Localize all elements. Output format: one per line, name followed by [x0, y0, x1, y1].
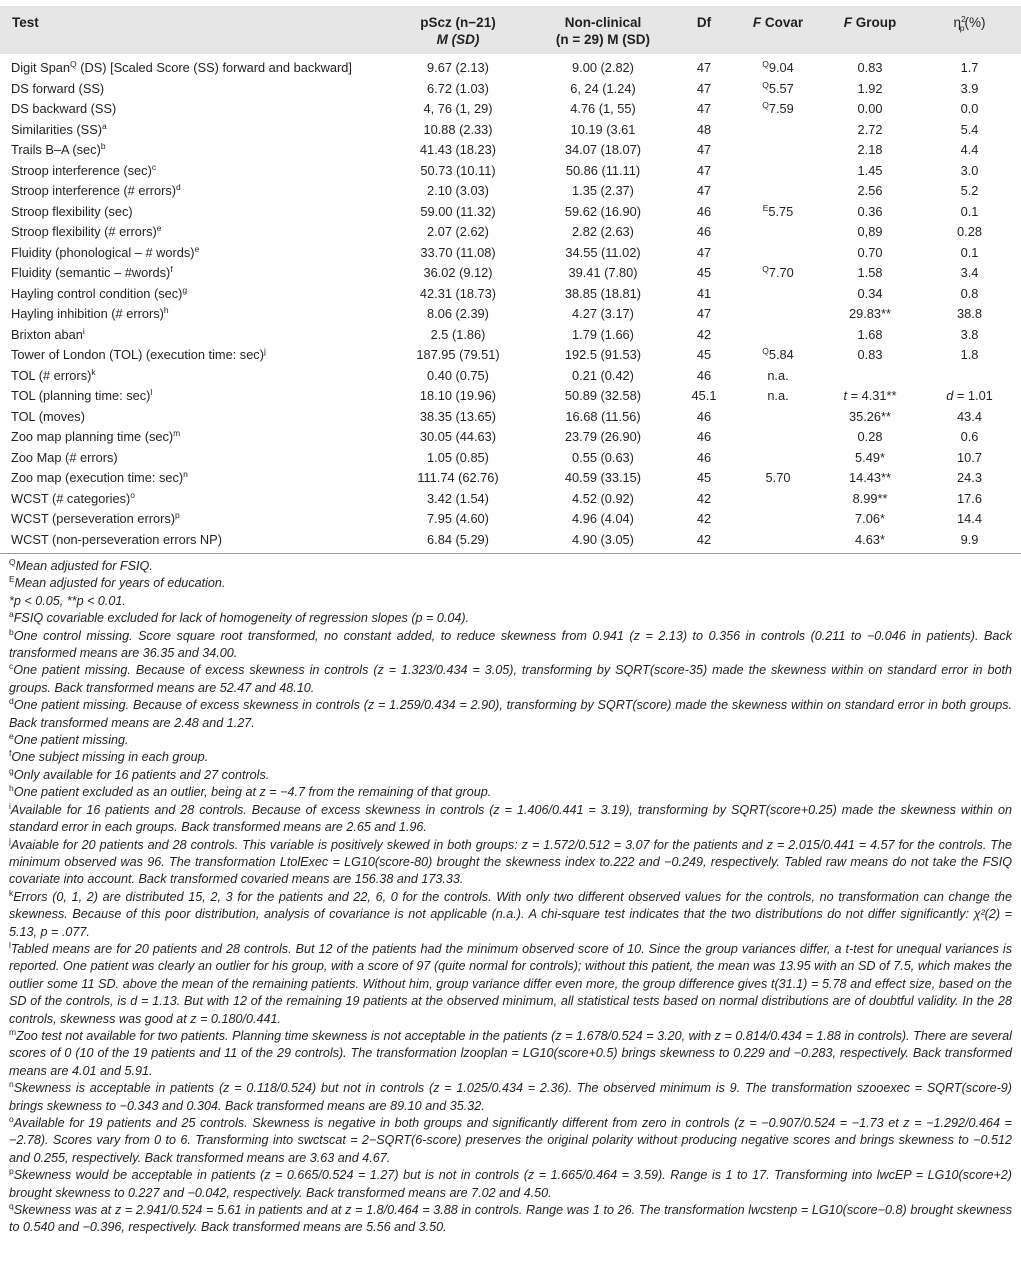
cell-nonclinical: 40.59 (33.15): [564, 470, 642, 485]
cell-f-group: 1.45: [857, 162, 883, 178]
cell-eta: 17.6: [957, 490, 982, 506]
cell-pscz: 2.5 (1.86): [430, 326, 486, 342]
cell-f-group: 1.58: [857, 265, 883, 280]
cell-f-group: 0.34: [857, 285, 883, 301]
footnote-text: One control missing. Score square root transformed, no constant added, to reduce skewness from 0.941 (z = 2.13) to 0.356 in controls (0.211 to −0.046 in patients). Back transformed means are 36.35 and 34.00.: [9, 628, 1012, 661]
cell-f-covar: [734, 243, 822, 264]
cell-pscz: 30.05 (44.63): [419, 429, 497, 444]
cell-pscz: 8.06 (2.39): [427, 306, 489, 321]
cell-eta: 1.7: [960, 60, 979, 75]
cell-eta: 3.4: [960, 265, 979, 280]
cell-eta: 24.3: [957, 470, 982, 485]
cell-f-group: 2.56: [857, 183, 883, 198]
cell-test: Stroop interference (# errors)$^d$: [11, 182, 181, 198]
footnote-text: One subject missing in each group.: [11, 750, 209, 765]
footnote: [9, 593, 1012, 610]
footnote: [9, 558, 1012, 575]
footnote-mark: o: [9, 1114, 14, 1124]
footnote-text: Available for 19 patients and 25 controls. Skewness is negative in both groups and significantly different from zero in controls (z = −0.907/0.524 = −1.73 et z = −1.292/0.464 = −2.78). Scores vary from 0 to 6. Transforming into swctscat = 2−SQRT(6-score) preserves the original polarity without producing negative scores and brings skewness to −0.512 and 0.255, respectively. Back transformed means are 3.63 and 4.67.: [9, 1116, 1012, 1165]
footnote: [9, 941, 1012, 1028]
cell-f-covar: $^E$5.75: [762, 202, 794, 219]
cell-pscz: 2.10 (3.03): [427, 183, 489, 198]
cell-nonclinical: 192.5 (91.53): [564, 347, 642, 362]
cell-f-covar: [734, 120, 822, 141]
footnote: [9, 1202, 1012, 1237]
cell-eta: 3.0: [960, 162, 979, 178]
cell-test: Hayling control condition $(\sec)^g$: [11, 284, 188, 301]
cell-f-group: 0.70: [857, 244, 883, 260]
footnote: [9, 732, 1012, 749]
cell-f-covar: $^Q$7.70: [762, 264, 794, 280]
cell-pscz: 33.70 (11.08): [420, 244, 496, 260]
footnote: [9, 697, 1012, 732]
cell-f-covar: n.a.: [767, 367, 789, 383]
footnote: [9, 575, 1012, 592]
cell-f-covar: [734, 530, 822, 554]
footnote: [9, 1080, 1012, 1115]
footnote-mark: h: [9, 783, 14, 794]
cell-f-group: t = 4.31**: [843, 388, 897, 403]
cell-pscz: 38.35 (13.65): [419, 408, 497, 424]
cell-f-covar: [734, 304, 822, 325]
cell-f-covar: [734, 407, 822, 428]
table-row: [0, 181, 1021, 202]
cell-eta: 3.8: [960, 326, 979, 342]
footnote-mark: m: [9, 1026, 17, 1037]
cell-f-group: 29.83**: [849, 306, 891, 321]
footnote-mark: Q: [9, 557, 16, 567]
table-body: [0, 54, 1021, 554]
table-row: [0, 222, 1021, 243]
cell-f-covar: [734, 448, 822, 469]
header-f-group: F Group: [843, 15, 897, 30]
cell-f-group: 0.36: [857, 203, 883, 219]
cell-nonclinical: 10.19 (3.61: [570, 121, 636, 137]
cell-test: Tower of London (TOL) (execution time: sec)$^j$: [11, 346, 266, 362]
cell-df: 42: [674, 530, 734, 554]
footnote: [9, 802, 1012, 837]
table-row: [0, 530, 1021, 554]
cell-pscz: 0.40 (0.75): [427, 367, 489, 383]
footnote-text: Zoo test not available for two patients. Planning time skewness is not acceptable in the patients (z = 1.678/0.524 = 3.20, with z = 0.814/0.434 = 1.88 in controls). There are several scores of 0 (10 of the 19 patients and 11 of the 29 controls). The transformation lzooplan = LG10(score+0.5) brings skewness to 0.229 and −0.283, respectively. Back transformed means are 4.01 and 5.91.: [9, 1028, 1012, 1078]
footnote: [9, 889, 1012, 941]
header-pscz-line2: M (SD): [436, 32, 480, 47]
cell-eta: 4.4: [960, 142, 979, 157]
cell-pscz: 111.74 (62.76): [417, 470, 499, 485]
table-header-row: [0, 6, 1021, 54]
cell-f-covar: [734, 509, 822, 530]
cell-f-group: 0.83: [857, 60, 883, 75]
cell-test: TOL (moves): [11, 408, 85, 424]
table-row: [0, 468, 1021, 489]
footnote-text: One patient excluded as an outlier, being at z = −4.7 from the remaining of that group.: [13, 785, 492, 800]
cell-df: 47: [696, 244, 712, 260]
cell-f-group: 2.72: [857, 121, 883, 137]
table-row: [0, 509, 1021, 530]
footnote: [9, 1028, 1012, 1080]
cell-pscz: 4, 76 (1, 29): [423, 101, 493, 116]
cell-pscz: 50.73 (10.11): [420, 162, 496, 178]
cell-f-group: 35.26**: [849, 408, 891, 424]
cell-df: 42: [696, 511, 712, 526]
table-row: [0, 79, 1021, 100]
cell-test: Trails B–A $(\sec)^b$: [11, 141, 106, 157]
cell-df: 46: [696, 408, 712, 424]
cell-pscz: 41.43 (18.23): [419, 142, 497, 157]
cell-nonclinical: 1.35 (2.37): [572, 183, 634, 198]
cell-nonclinical: 4.90 (3.05): [532, 530, 674, 554]
cell-eta: 9.9: [918, 530, 1021, 554]
footnote-text: One patient missing. Because of excess skewness in controls (z = 1.323/0.434 = 3.05), transforming by SQRT(score-35) made the skewness within on standard error in both groups. Back transformed means are 52.47 and 48.10.: [9, 663, 1012, 695]
cell-test: WCST (# categories)$^o$: [11, 489, 135, 506]
cell-f-group: 5.49*: [855, 449, 885, 465]
header-eta: $\eta^2_p(\%)$: [953, 14, 986, 33]
footnote-text: *p < 0.05, **p < 0.01.: [9, 593, 126, 608]
cell-pscz: 10.88 (2.33): [423, 121, 493, 137]
footnote-mark: f: [9, 748, 12, 759]
cell-f-group: 7.06*: [855, 511, 885, 526]
footnote-text: Errors (0, 1, 2) are distributed 15, 2, 3 for the patients and 22, 6, 0 for the controls. With only two different observed values for the controls, no transformation can change the skewness. Because of this poor distribution, analysis of covariance is not applicable (n.a.). A chi-square test indicates that the two distributions do not differ significantly: χ²(2) = 5.13, p = .077.: [9, 889, 1012, 939]
footnote: [9, 1115, 1012, 1167]
footnote-text: Skewness would be acceptable in patients (z = 0.665/0.524 = 1.27) but is not in controls (z = 1.665/0.464 = 3.59). Range is 1 to 17. Transforming into lwcEP = LG10(score+2) brought skewness to 0.227 and −0.042, respectively. Back transformed means are 7.02 and 4.50.: [9, 1168, 1012, 1200]
table-row: [0, 386, 1021, 407]
cell-nonclinical: 2.82 (2.63): [572, 224, 634, 239]
cell-eta: 0.28: [957, 224, 982, 239]
cell-nonclinical: 59.62 (16.90): [564, 203, 642, 219]
cell-pscz: 9.67 (2.13): [427, 60, 489, 75]
footnote-text: One patient missing. Because of excess skewness in controls (z = 1.259/0.434 = 2.90), transforming by SQRT(score) made the skewness within on standard error in both groups. Back transformed means are 2.48 and 1.27.: [9, 698, 1012, 730]
cell-test: Stroop flexibility (# errors)$^e$: [11, 223, 162, 239]
footnote: [9, 749, 1012, 766]
footnote-mark: g: [9, 765, 14, 776]
cell-f-covar: [734, 140, 822, 161]
results-table: [0, 6, 1021, 554]
cell-f-covar: [734, 181, 822, 202]
cell-pscz: 187.95 (79.51): [416, 347, 500, 362]
table-footnotes: [0, 554, 1021, 1237]
cell-nonclinical: 0.55 (0.63): [572, 449, 634, 465]
cell-df: 46: [696, 449, 712, 465]
table-row: [0, 202, 1021, 223]
cell-df: 47: [696, 60, 712, 75]
footnote-text: Only available for 16 patients and 27 controls.: [13, 767, 270, 782]
header-nonclinical-line1: Non-clinical: [564, 15, 642, 30]
footnote-mark: c: [9, 661, 14, 672]
cell-df: 46: [696, 203, 712, 219]
cell-df: 41: [696, 285, 712, 301]
table-row: [0, 427, 1021, 448]
cell-eta: 3.9: [960, 80, 979, 96]
cell-nonclinical: 4.27 (3.17): [572, 306, 634, 321]
cell-f-covar: [734, 161, 822, 182]
header-df: Df: [696, 15, 712, 30]
table-row: [0, 489, 1021, 510]
cell-f-covar: 5.70: [765, 470, 791, 485]
footnote: [9, 1167, 1012, 1202]
cell-test: Zoo map planning time $(\sec)^m$: [11, 428, 181, 444]
footnote-text: Avaiable for 20 patients and 28 controls. This variable is positively skewed in both groups: z = 1.572/0.512 = 3.07 for the patients and z = 2.015/0.441 = 4.57 for the controls. The minimum observed was 96. The transformation LtolExec = LG10(score-80) brought the skewness index to.222 and −0.249, respectively. Tabled raw means do not take the FSIQ covariate into account. Back transformed covaried means are 156.38 and 173.33.: [9, 837, 1012, 887]
cell-f-covar: n.a.: [767, 388, 789, 403]
table-row: [0, 140, 1021, 161]
table-row: [0, 325, 1021, 346]
footnote-mark: n: [9, 1079, 14, 1090]
cell-df: 45: [696, 265, 712, 280]
cell-df: 47: [696, 183, 712, 198]
cell-df: 45.1: [691, 388, 717, 403]
footnote-text: Skewness is acceptable in patients (z = 0.118/0.524) but not in controls (z = 1.025/0.434 = 2.36). The observed minimum is 9. The transformation szooexec = SQRT(score-9) brings skewness to −0.343 and 0.304. Back transformed means are 89.10 and 35.32.: [9, 1081, 1012, 1113]
cell-test: Similarities (SS)$^a$: [11, 120, 107, 137]
footnote-mark: d: [9, 696, 14, 707]
cell-pscz: 3.42 (1.54): [427, 490, 489, 506]
cell-f-group: 0.28: [857, 429, 883, 444]
cell-f-covar: [734, 222, 822, 243]
cell-pscz: 18.10 (19.96): [419, 388, 497, 403]
footnote-mark: E: [9, 574, 15, 585]
cell-eta: 14.4: [957, 511, 982, 526]
footnote: [9, 837, 1012, 889]
cell-f-covar: [734, 284, 822, 305]
cell-nonclinical: 4.52 (0.92): [572, 490, 634, 506]
footnote-mark: j: [9, 835, 11, 846]
footnote-mark: q: [9, 1201, 14, 1212]
table-row: [0, 448, 1021, 469]
table-row: [0, 284, 1021, 305]
cell-eta: 5.4: [960, 121, 979, 137]
cell-f-group: 8.99**: [852, 490, 888, 506]
cell-nonclinical: 23.79 (26.90): [564, 429, 642, 444]
footnote: [9, 784, 1012, 801]
cell-f-group: [822, 366, 918, 387]
cell-df: 47: [696, 162, 712, 178]
cell-eta: 10.7: [957, 449, 982, 465]
cell-test: Zoo Map (# errors): [11, 449, 118, 465]
cell-f-covar: $^Q$5.57: [762, 79, 794, 96]
footnote-text: Mean adjusted for FSIQ.: [15, 559, 153, 573]
cell-f-group: 1.92: [857, 80, 883, 96]
cell-eta: 0.6: [960, 429, 979, 444]
cell-test: Stroop flexibility (sec): [11, 203, 133, 219]
cell-f-covar: [734, 489, 822, 510]
cell-df: 46: [696, 367, 712, 383]
cell-f-covar: [734, 427, 822, 448]
cell-df: 42: [696, 490, 712, 506]
cell-eta: 5.2: [960, 183, 979, 198]
table-row: [0, 263, 1021, 284]
cell-f-group: 2.18: [857, 142, 883, 157]
cell-df: 48: [696, 121, 712, 137]
cell-test: Zoo map (execution time: sec)$^n$: [11, 469, 188, 485]
table-row: [0, 243, 1021, 264]
cell-df: 47: [696, 142, 712, 157]
cell-nonclinical: 34.07 (18.07): [564, 142, 642, 157]
cell-df: 45: [696, 347, 712, 362]
cell-f-covar: [734, 325, 822, 346]
cell-eta: 0.1: [960, 203, 979, 219]
cell-test: DS forward (SS): [11, 80, 105, 96]
footnote: [9, 662, 1012, 697]
footnote-mark: e: [9, 731, 14, 742]
cell-df: 46: [696, 429, 712, 444]
cell-test: Hayling inhibition (# errors)$^h$: [11, 305, 169, 321]
header-f-covar: F Covar: [752, 15, 804, 30]
cell-nonclinical: 34.55 (11.02): [565, 244, 641, 260]
cell-nonclinical: 9.00 (2.82): [572, 60, 634, 75]
cell-nonclinical: 39.41 (7.80): [568, 265, 638, 280]
cell-test: DS backward (SS): [11, 101, 117, 116]
cell-pscz: 42.31 (18.73): [419, 285, 497, 301]
cell-test: Brixton aban$^i$: [11, 325, 85, 342]
cell-df: 47: [696, 101, 712, 116]
cell-test: Fluidity (semantic – #words)$^f$: [11, 264, 173, 280]
cell-pscz: 59.00 (11.32): [420, 203, 496, 219]
cell-test: Stroop interference $(\sec)^c$: [11, 161, 157, 178]
cell-nonclinical: 0.21 (0.42): [572, 367, 634, 383]
footnote-text: Skewness was at z = 2.941/0.524 = 5.61 in patients and at z = 1.8/0.464 = 3.88 in controls. Range was 1 to 26. The transformation lwcstenp = LG10(score−0.8) brought skewness to 0.540 and −0.396, respectively. Back transformed means are 5.56 and 3.50.: [9, 1203, 1012, 1235]
cell-eta: 38.8: [957, 306, 982, 321]
footnote-text: FSIQ covariable excluded for lack of homogeneity of regression slopes (p = 0.04).: [13, 611, 470, 626]
cell-eta: 43.4: [957, 408, 982, 424]
cell-test: Digit Span$^Q$ (DS) [Scaled Score (SS) forward and backward]: [11, 59, 352, 75]
cell-nonclinical: 38.85 (18.81): [564, 285, 642, 301]
cell-f-group: 14.43**: [849, 470, 891, 485]
header-nonclinical: [532, 6, 674, 54]
footnote: [9, 628, 1012, 663]
table-row: [0, 366, 1021, 387]
cell-nonclinical: 1.79 (1.66): [572, 326, 634, 342]
cell-eta: 0.0: [960, 101, 979, 116]
header-nonclinical-line2: (n = 29) M (SD): [555, 32, 651, 47]
cell-eta: [918, 366, 1021, 387]
cell-test: WCST (non-perseveration errors NP): [0, 530, 384, 554]
cell-pscz: 1.05 (0.85): [427, 449, 489, 465]
table-row: [0, 407, 1021, 428]
footnote-mark: k: [9, 887, 14, 898]
cell-df: 47: [696, 306, 712, 321]
cell-df: 42: [696, 326, 712, 342]
footnote-text: One patient missing.: [13, 733, 129, 748]
footnote-mark: a: [9, 609, 14, 620]
cell-eta: 0.8: [960, 285, 979, 301]
table-row: [0, 345, 1021, 366]
cell-nonclinical: 4.96 (4.04): [572, 511, 634, 526]
cell-f-covar: $^Q$5.84: [762, 346, 794, 362]
cell-f-group: 0.83: [857, 347, 883, 362]
table-row: [0, 54, 1021, 79]
cell-f-group: 0,89: [857, 224, 883, 239]
table-row: [0, 161, 1021, 182]
footnote-text: Tabled means are for 20 patients and 28 controls. But 12 of the patients had the minimum observed score of 10. Since the group variances differ, a t-test for unequal variances is reported. One patient was clearly an outlier for his group, with a score of 97 (quite normal for controls); without this patient, the mean was 13.95 with an SD of 7.5, which makes the outlier some 11 SD. above the mean of the remaining patients. Without him, group variance differ even more, the group difference gives t(31.1) = 5.78 and effect size, based on the SD of the controls, is d = 1.13. But with 12 of the remaining 19 patients at the observed minimum, all statistical tests based on normal distributions are of doubtful validity. In the 28 controls, skewness was good at z = 0.180/0.441.: [9, 941, 1012, 1026]
table-row: [0, 120, 1021, 141]
cell-f-group: 4.63*: [822, 530, 918, 554]
cell-f-group: 0.00: [857, 101, 883, 116]
header-test: Test: [12, 15, 39, 30]
cell-nonclinical: 50.89 (32.58): [564, 388, 642, 403]
cell-eta: 1.8: [960, 347, 979, 362]
cell-df: 47: [696, 80, 712, 96]
cell-nonclinical: 50.86 (11.11): [565, 162, 641, 178]
footnote-text: Mean adjusted for years of education.: [14, 576, 226, 591]
cell-pscz: 7.95 (4.60): [427, 511, 489, 526]
cell-df: 46: [696, 224, 712, 239]
cell-df: 45: [696, 470, 712, 485]
cell-pscz: 2.07 (2.62): [427, 224, 489, 239]
footnote: [9, 767, 1012, 784]
cell-test: Fluidity (phonological – # words)$^e$: [11, 243, 200, 260]
header-pscz-line1: pScz (n−21): [420, 15, 496, 30]
footnote-mark: l: [9, 939, 11, 950]
cell-f-group: 1.68: [857, 326, 883, 342]
cell-nonclinical: 4.76 (1, 55): [570, 101, 636, 116]
cell-nonclinical: 16.68 (11.56): [565, 408, 641, 424]
footnote-mark: i: [9, 800, 11, 811]
cell-eta: d = 1.01: [946, 388, 993, 403]
cell-nonclinical: 6, 24 (1.24): [570, 80, 636, 96]
table-row: [0, 99, 1021, 120]
footnote-mark: b: [9, 626, 14, 637]
cell-f-covar: $^Q$9.04: [762, 59, 794, 75]
footnote-text: Available for 16 patients and 28 controls. Because of excess skewness in controls (z = 1.406/0.441 = 3.19), transforming by SQRT(score+0.25) made the skewness within on standard error in each groups. Back transformed means are 2.65 and 1.96.: [9, 802, 1012, 835]
header-pscz: [384, 6, 532, 54]
cell-test: WCST (perseveration errors)$^p$: [11, 510, 180, 526]
cell-test: TOL (planning time: sec)$^l$: [11, 387, 153, 403]
footnote-mark: p: [9, 1166, 14, 1177]
table-row: [0, 304, 1021, 325]
cell-pscz: 36.02 (9.12): [423, 265, 493, 280]
cell-test: TOL (# errors)$^k$: [11, 366, 96, 383]
footnote: [9, 610, 1012, 627]
cell-pscz: 6.72 (1.03): [427, 80, 489, 96]
cell-pscz: 6.84 (5.29): [384, 530, 532, 554]
cell-eta: 0.1: [960, 244, 979, 260]
cell-f-covar: $^Q$7.59: [762, 100, 794, 116]
